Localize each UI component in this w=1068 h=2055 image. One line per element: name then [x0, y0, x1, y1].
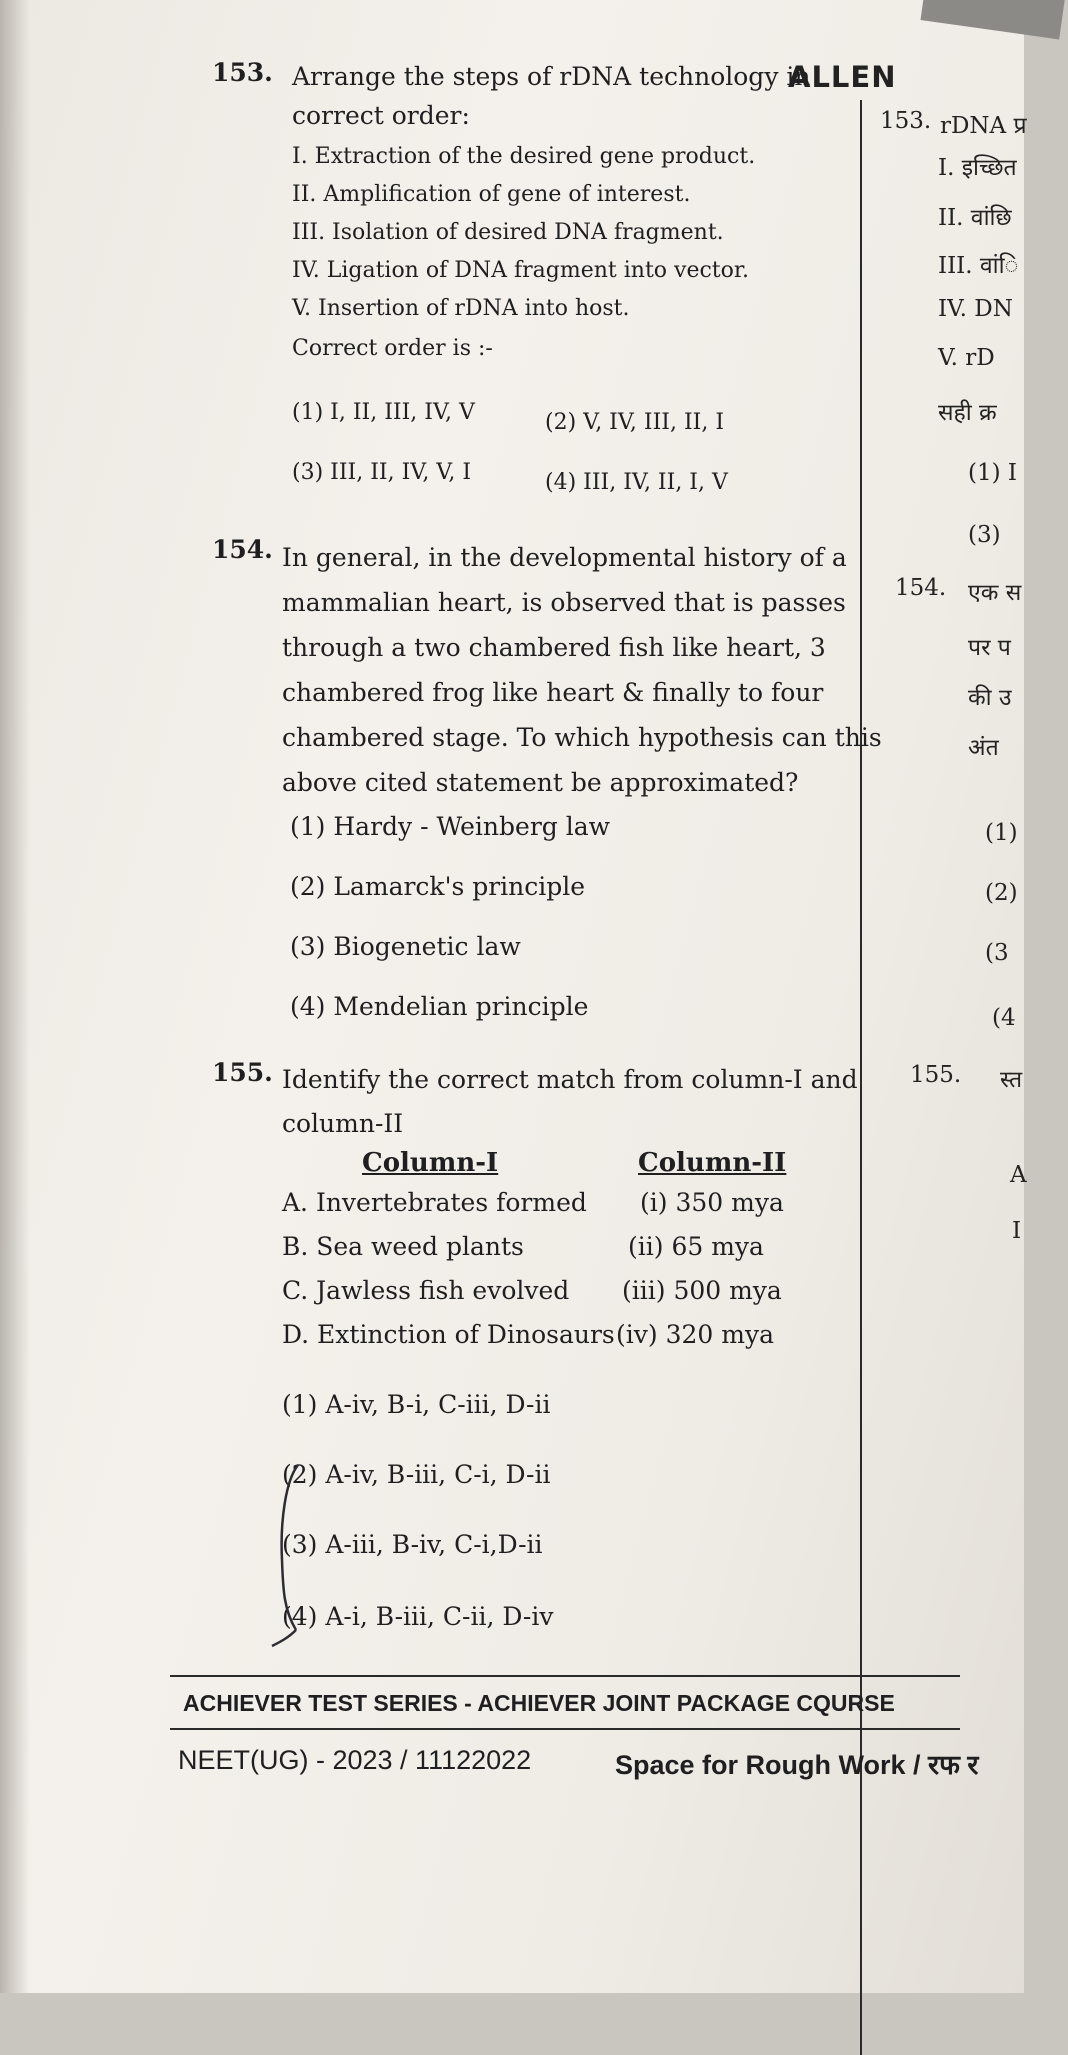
- column-2-header: Column-II: [638, 1148, 787, 1178]
- q153-prompt: Correct order is :-: [292, 336, 493, 361]
- footer-series: ACHIEVER TEST SERIES - ACHIEVER JOINT PACKAGE CQURSE: [183, 1690, 895, 1716]
- column-1-item: B. Sea weed plants: [282, 1232, 524, 1261]
- q153-step: IV. Ligation of DNA fragment into vector.: [292, 258, 749, 283]
- q155-line: Identify the correct match from column-I and: [282, 1065, 858, 1094]
- q154-number: 154.: [212, 535, 273, 564]
- q153-step: I. Extraction of the desired gene product.: [292, 144, 756, 169]
- hindi-q155-line: I: [1012, 1218, 1022, 1244]
- column-2-item: (ii) 65 mya: [628, 1232, 764, 1261]
- hindi-q154-line: की उ: [968, 685, 1012, 711]
- column-1-item: C. Jawless fish evolved: [282, 1276, 570, 1305]
- hindi-q154-option: (2): [985, 880, 1018, 906]
- footer-rough-work: Space for Rough Work / रफ र: [615, 1750, 979, 1780]
- hindi-q153-text: rDNA प्र: [940, 113, 1027, 139]
- q154-line: In general, in the developmental history of a: [282, 543, 847, 572]
- q154-option-1[interactable]: (1) Hardy - Weinberg law: [290, 812, 611, 841]
- q153-step: III. Isolation of desired DNA fragment.: [292, 220, 724, 245]
- hindi-q153-line: IV. DN: [938, 296, 1013, 322]
- q155-option-3[interactable]: (3) A-iii, B-iv, C-i,D-ii: [282, 1530, 543, 1559]
- column-2-item: (i) 350 mya: [640, 1188, 784, 1217]
- hindi-q154-option: (4: [992, 1005, 1016, 1031]
- hindi-q153-option: (3): [968, 522, 1001, 548]
- footer-rule-bottom: [170, 1728, 960, 1730]
- pen-mark: [268, 1460, 308, 1650]
- q153-text: Arrange the steps of rDNA technology in correct order:: [292, 62, 811, 130]
- hindi-q153-line: III. वांि: [938, 253, 1019, 279]
- hindi-q153-line: II. वांछि: [938, 205, 1012, 231]
- q155-line: column-II: [282, 1109, 404, 1138]
- column-2-item: (iii) 500 mya: [622, 1276, 782, 1305]
- hindi-q154-line: एक स: [968, 580, 1022, 606]
- hindi-q153-line: V. rD: [938, 345, 995, 371]
- brand-logo: ALLEN: [788, 60, 897, 94]
- hindi-q154-option: (3: [985, 940, 1009, 966]
- hindi-q153-line: सही क्र: [938, 400, 997, 426]
- q153-option-4[interactable]: (4) III, IV, II, I, V: [545, 470, 728, 495]
- page-fold-shadow: [0, 0, 30, 1993]
- q155-number: 155.: [212, 1058, 273, 1087]
- q154-option-2[interactable]: (2) Lamarck's principle: [290, 872, 586, 901]
- hindi-q155-line: स्त: [1000, 1067, 1023, 1093]
- hindi-q155-number: 155.: [910, 1062, 962, 1088]
- hindi-q153-line: I. इच्छित: [938, 155, 1017, 181]
- q153-option-1[interactable]: (1) I, II, III, IV, V: [292, 400, 475, 425]
- q153-option-2[interactable]: (2) V, IV, III, II, I: [545, 410, 725, 435]
- hindi-q153-option: (1) I: [968, 460, 1017, 486]
- q154-option-4[interactable]: (4) Mendelian principle: [290, 992, 589, 1021]
- hindi-q155-line: A: [1010, 1162, 1027, 1188]
- q154-line: chambered frog like heart & finally to four: [282, 678, 824, 707]
- q154-option-3[interactable]: (3) Biogenetic law: [290, 932, 521, 961]
- page-corner: [921, 0, 1068, 39]
- q153-step: II. Amplification of gene of interest.: [292, 182, 691, 207]
- hindi-q154-option: (1): [985, 820, 1018, 846]
- q155-option-2[interactable]: (2) A-iv, B-iii, C-i, D-ii: [282, 1460, 551, 1489]
- hindi-q153-number: 153.: [880, 108, 932, 134]
- q155-option-1[interactable]: (1) A-iv, B-i, C-iii, D-ii: [282, 1390, 551, 1419]
- footer-code: NEET(UG) - 2023 / 11122022: [178, 1745, 532, 1775]
- hindi-q154-number: 154.: [895, 575, 947, 601]
- q154-line: through a two chambered fish like heart, 3: [282, 633, 826, 662]
- q154-text: [282, 535, 882, 805]
- column-1-header: Column-I: [362, 1148, 499, 1178]
- q155-text: [282, 1058, 858, 1146]
- q153-number: 153.: [212, 58, 273, 87]
- q154-line: mammalian heart, is observed that is passes: [282, 588, 846, 617]
- q154-line: above cited statement be approximated?: [282, 768, 799, 797]
- column-2-item: (iv) 320 mya: [616, 1320, 774, 1349]
- footer-rule-top: [170, 1675, 960, 1677]
- q155-option-4[interactable]: (4) A-i, B-iii, C-ii, D-iv: [282, 1602, 554, 1631]
- column-1-item: A. Invertebrates formed: [282, 1188, 587, 1217]
- q153-step: V. Insertion of rDNA into host.: [292, 296, 630, 321]
- q154-line: chambered stage. To which hypothesis can this: [282, 723, 882, 752]
- hindi-q154-line: पर प: [968, 635, 1011, 661]
- q153-option-3[interactable]: (3) III, II, IV, V, I: [292, 460, 472, 485]
- column-1-item: D. Extinction of Dinosaurs: [282, 1320, 615, 1349]
- hindi-q154-line: अंत: [968, 735, 999, 761]
